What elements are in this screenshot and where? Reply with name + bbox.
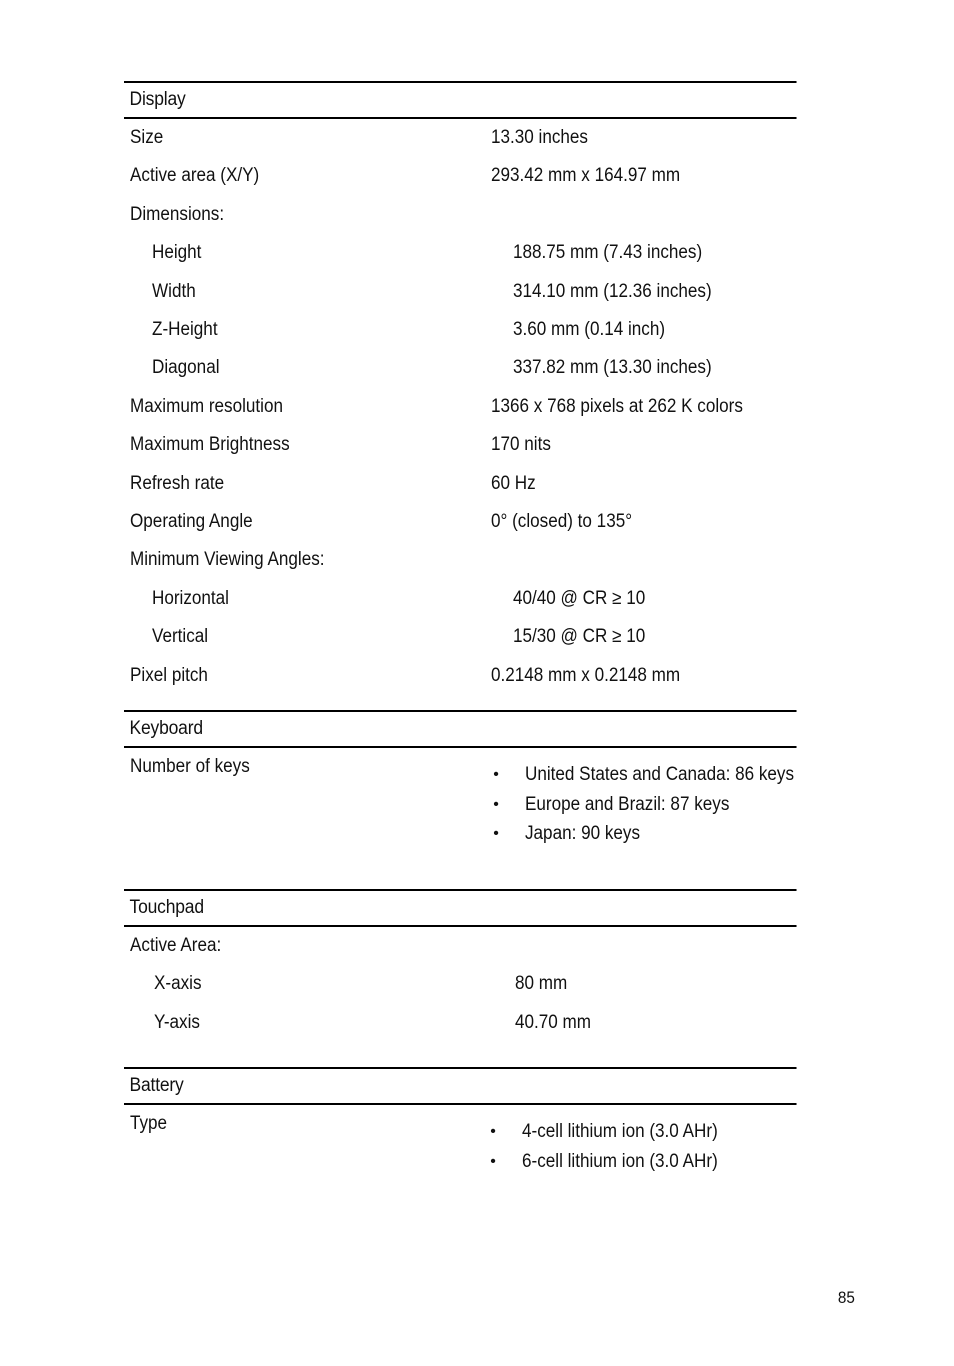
spec-label: Minimum Viewing Angles:	[130, 549, 325, 571]
section-heading: Display	[124, 81, 797, 119]
spec-value: 0° (closed) to 135°	[491, 511, 633, 533]
bullet-list	[488, 1117, 855, 1176]
spec-label: Active Area:	[130, 934, 222, 956]
spec-label: Height	[152, 242, 202, 264]
spec-label: Dimensions:	[130, 203, 225, 225]
spec-value: 314.10 mm (12.36 inches)	[513, 280, 712, 302]
spec-row	[124, 618, 855, 656]
touchpad-section	[124, 889, 855, 1067]
spec-label: Y-axis	[154, 1011, 200, 1033]
bullet-icon: •	[490, 1123, 496, 1141]
spec-value: 40/40 @ CR ≥ 10	[513, 587, 646, 609]
spec-value: 13.30 inches	[491, 127, 588, 148]
spec-label: Size	[130, 127, 164, 148]
spec-label: Horizontal	[152, 587, 229, 609]
spec-row	[124, 311, 855, 349]
spec-row	[124, 965, 855, 1003]
battery-section	[124, 1067, 855, 1176]
spec-value: 337.82 mm (13.30 inches)	[513, 357, 712, 379]
spec-value: 15/30 @ CR ≥ 10	[513, 626, 646, 648]
spec-row	[124, 657, 855, 695]
spec-value: 293.42 mm x 164.97 mm	[491, 165, 681, 187]
spec-row	[124, 580, 855, 618]
spec-label: Diagonal	[152, 357, 220, 379]
spec-row	[124, 927, 855, 965]
spec-row	[124, 1105, 855, 1176]
list-item: • United States and Canada: 86 keys	[491, 760, 855, 790]
page-number: 85	[837, 1288, 855, 1307]
spec-value: 188.75 mm (7.43 inches)	[513, 242, 703, 264]
spec-value: 40.70 mm	[515, 1011, 592, 1033]
spec-label: Number of keys	[130, 756, 250, 778]
section-heading: Touchpad	[124, 889, 797, 927]
spec-label: Maximum resolution	[130, 395, 283, 417]
spec-row	[124, 503, 855, 541]
list-item: • 6-cell lithium ion (3.0 AHr)	[488, 1147, 855, 1177]
spec-row	[124, 388, 855, 426]
spec-value: 1366 x 768 pixels at 262 K colors	[491, 395, 743, 417]
spec-row	[124, 157, 855, 195]
list-item: • Europe and Brazil: 87 keys	[491, 790, 855, 820]
bullet-icon: •	[490, 1152, 496, 1170]
spec-label: Width	[152, 280, 196, 302]
spec-row	[124, 748, 855, 849]
spec-label: X-axis	[154, 973, 202, 995]
spec-row	[124, 541, 855, 579]
bullet-icon: •	[493, 825, 499, 843]
spec-page	[124, 81, 855, 1176]
spec-label: Vertical	[152, 626, 209, 648]
list-item: • 4-cell lithium ion (3.0 AHr)	[488, 1117, 855, 1147]
spec-row	[124, 465, 855, 503]
spec-row	[124, 426, 855, 464]
spec-label: Maximum Brightness	[130, 434, 290, 456]
spec-row	[124, 273, 855, 311]
bullet-list	[491, 760, 855, 849]
spec-value: 3.60 mm (0.14 inch)	[513, 319, 666, 341]
spec-label: Operating Angle	[130, 511, 253, 533]
spec-row	[124, 1004, 855, 1042]
spec-value: 60 Hz	[491, 472, 536, 494]
spec-value: 170 nits	[491, 434, 551, 456]
spec-label: Type	[130, 1113, 168, 1135]
section-heading: Keyboard	[124, 710, 797, 748]
spec-row	[124, 119, 855, 157]
spec-label: Z-Height	[152, 319, 218, 341]
spec-label: Active area (X/Y)	[130, 165, 260, 187]
list-item: • Japan: 90 keys	[491, 819, 855, 849]
spec-label: Pixel pitch	[130, 664, 208, 686]
display-section	[124, 81, 855, 710]
bullet-icon: •	[493, 766, 499, 784]
spec-row	[124, 196, 855, 234]
spec-value: 80 mm	[515, 973, 568, 995]
section-heading: Battery	[124, 1067, 797, 1105]
spec-row	[124, 234, 855, 272]
keyboard-section	[124, 710, 855, 889]
spec-label: Refresh rate	[130, 472, 225, 494]
bullet-icon: •	[493, 795, 499, 813]
spec-row	[124, 349, 855, 387]
spec-value: 0.2148 mm x 0.2148 mm	[491, 664, 681, 686]
